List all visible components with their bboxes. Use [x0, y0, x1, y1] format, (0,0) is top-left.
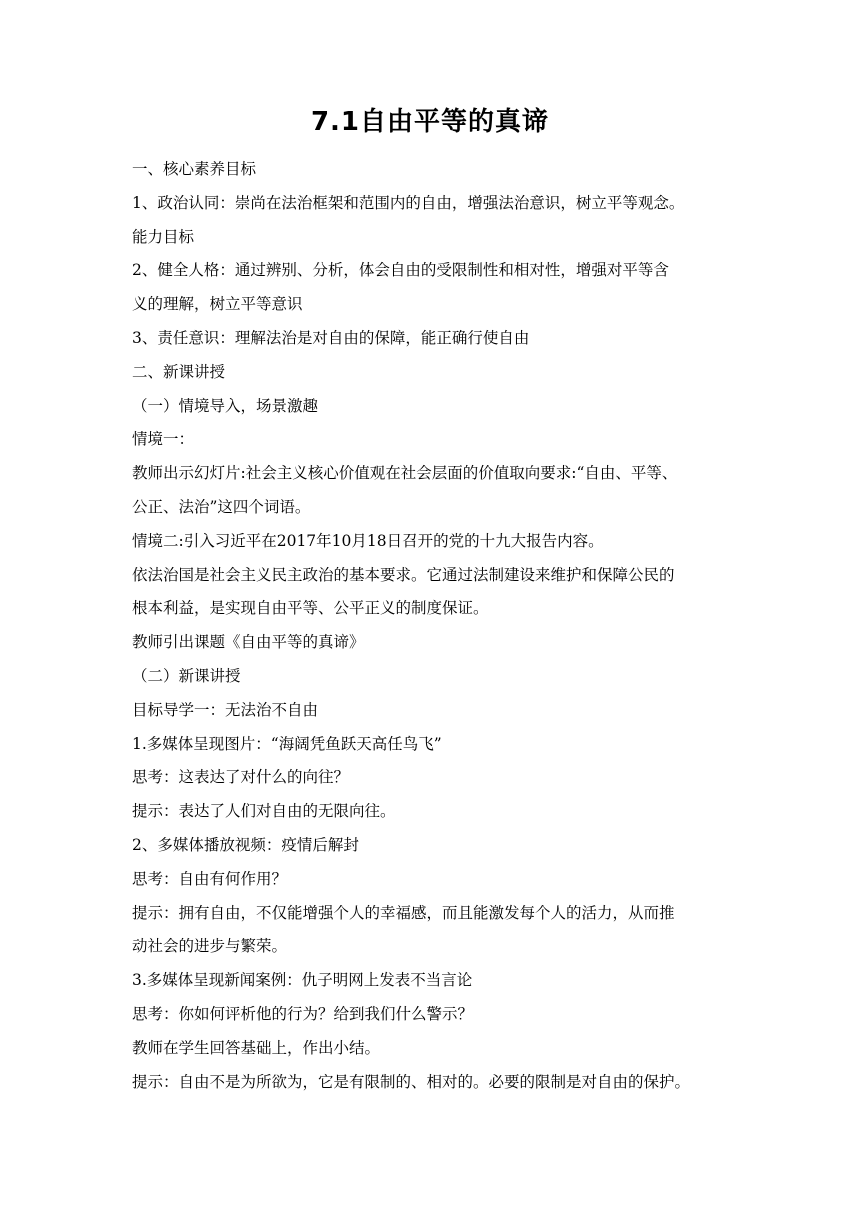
paragraph-line: 动社会的进步与繁荣。	[132, 937, 288, 956]
paragraph-line: 公正、法治”这四个词语。	[132, 497, 311, 516]
paragraph-line: 思考：这表达了对什么的向往？	[132, 768, 350, 787]
paragraph-line: 2、多媒体播放视频：疫情后解封	[132, 835, 359, 854]
document-body	[132, 153, 732, 1099]
page-title: 7.1自由平等的真谛	[310, 107, 550, 137]
subsection-heading: （二）新课讲授	[132, 666, 241, 685]
paragraph-line: 教师在学生回答基础上，作出小结。	[132, 1038, 381, 1057]
paragraph-line: 教师出示幻灯片:社会主义核心价值观在社会层面的价值取向要求:“自由、平等、	[132, 464, 678, 483]
paragraph-line: 2、健全人格：通过辨别、分析，体会自由的受限制性和相对性，增强对平等含	[132, 261, 669, 280]
paragraph-line: 3.多媒体呈现新闻案例：仇子明网上发表不当言论	[132, 971, 473, 990]
section-heading-new-lesson: 二、新课讲授	[132, 362, 226, 381]
section-heading-objectives: 一、核心素养目标	[132, 160, 257, 178]
paragraph-line: 义的理解，树立平等意识	[132, 295, 303, 314]
paragraph-line: 1、政治认同：崇尚在法治框架和范围内的自由，增强法治意识，树立平等观念。	[132, 193, 685, 212]
paragraph-line: 情境二:引入习近平在2017年10月18日召开的党的十九大报告内容。	[132, 531, 604, 550]
paragraph-line: 目标导学一：无法治不自由	[132, 700, 319, 719]
paragraph-line: 3、责任意识：理解法治是对自由的保障，能正确行使自由	[132, 328, 530, 347]
paragraph-line: 情境一：	[132, 430, 195, 449]
paragraph-line: 提示：自由不是为所欲为，它是有限制的、相对的。必要的限制是对自由的保护。	[132, 1072, 691, 1091]
paragraph-line: 思考：自由有何作用？	[132, 869, 288, 888]
paragraph-line: 提示：拥有自由，不仅能增强个人的幸福感，而且能激发每个人的活力，从而推	[132, 903, 675, 922]
paragraph-line: 教师引出课题《自由平等的真谛》	[132, 633, 365, 652]
paragraph-line: 思考：你如何评析他的行为？给到我们什么警示？	[132, 1004, 474, 1023]
paragraph-line: 能力目标	[132, 227, 195, 246]
paragraph-line: 根本利益，是实现自由平等、公平正义的制度保证。	[132, 599, 489, 618]
subsection-heading: （一）情境导入，场景激趣	[132, 396, 319, 415]
paragraph-line: 依法治国是社会主义民主政治的基本要求。它通过法制建设来维护和保障公民的	[132, 565, 675, 584]
paragraph-line: 提示：表达了人们对自由的无限向往。	[132, 802, 396, 821]
paragraph-line: 1.多媒体呈现图片：“海阔凭鱼跃天高任鸟飞”	[132, 734, 442, 753]
